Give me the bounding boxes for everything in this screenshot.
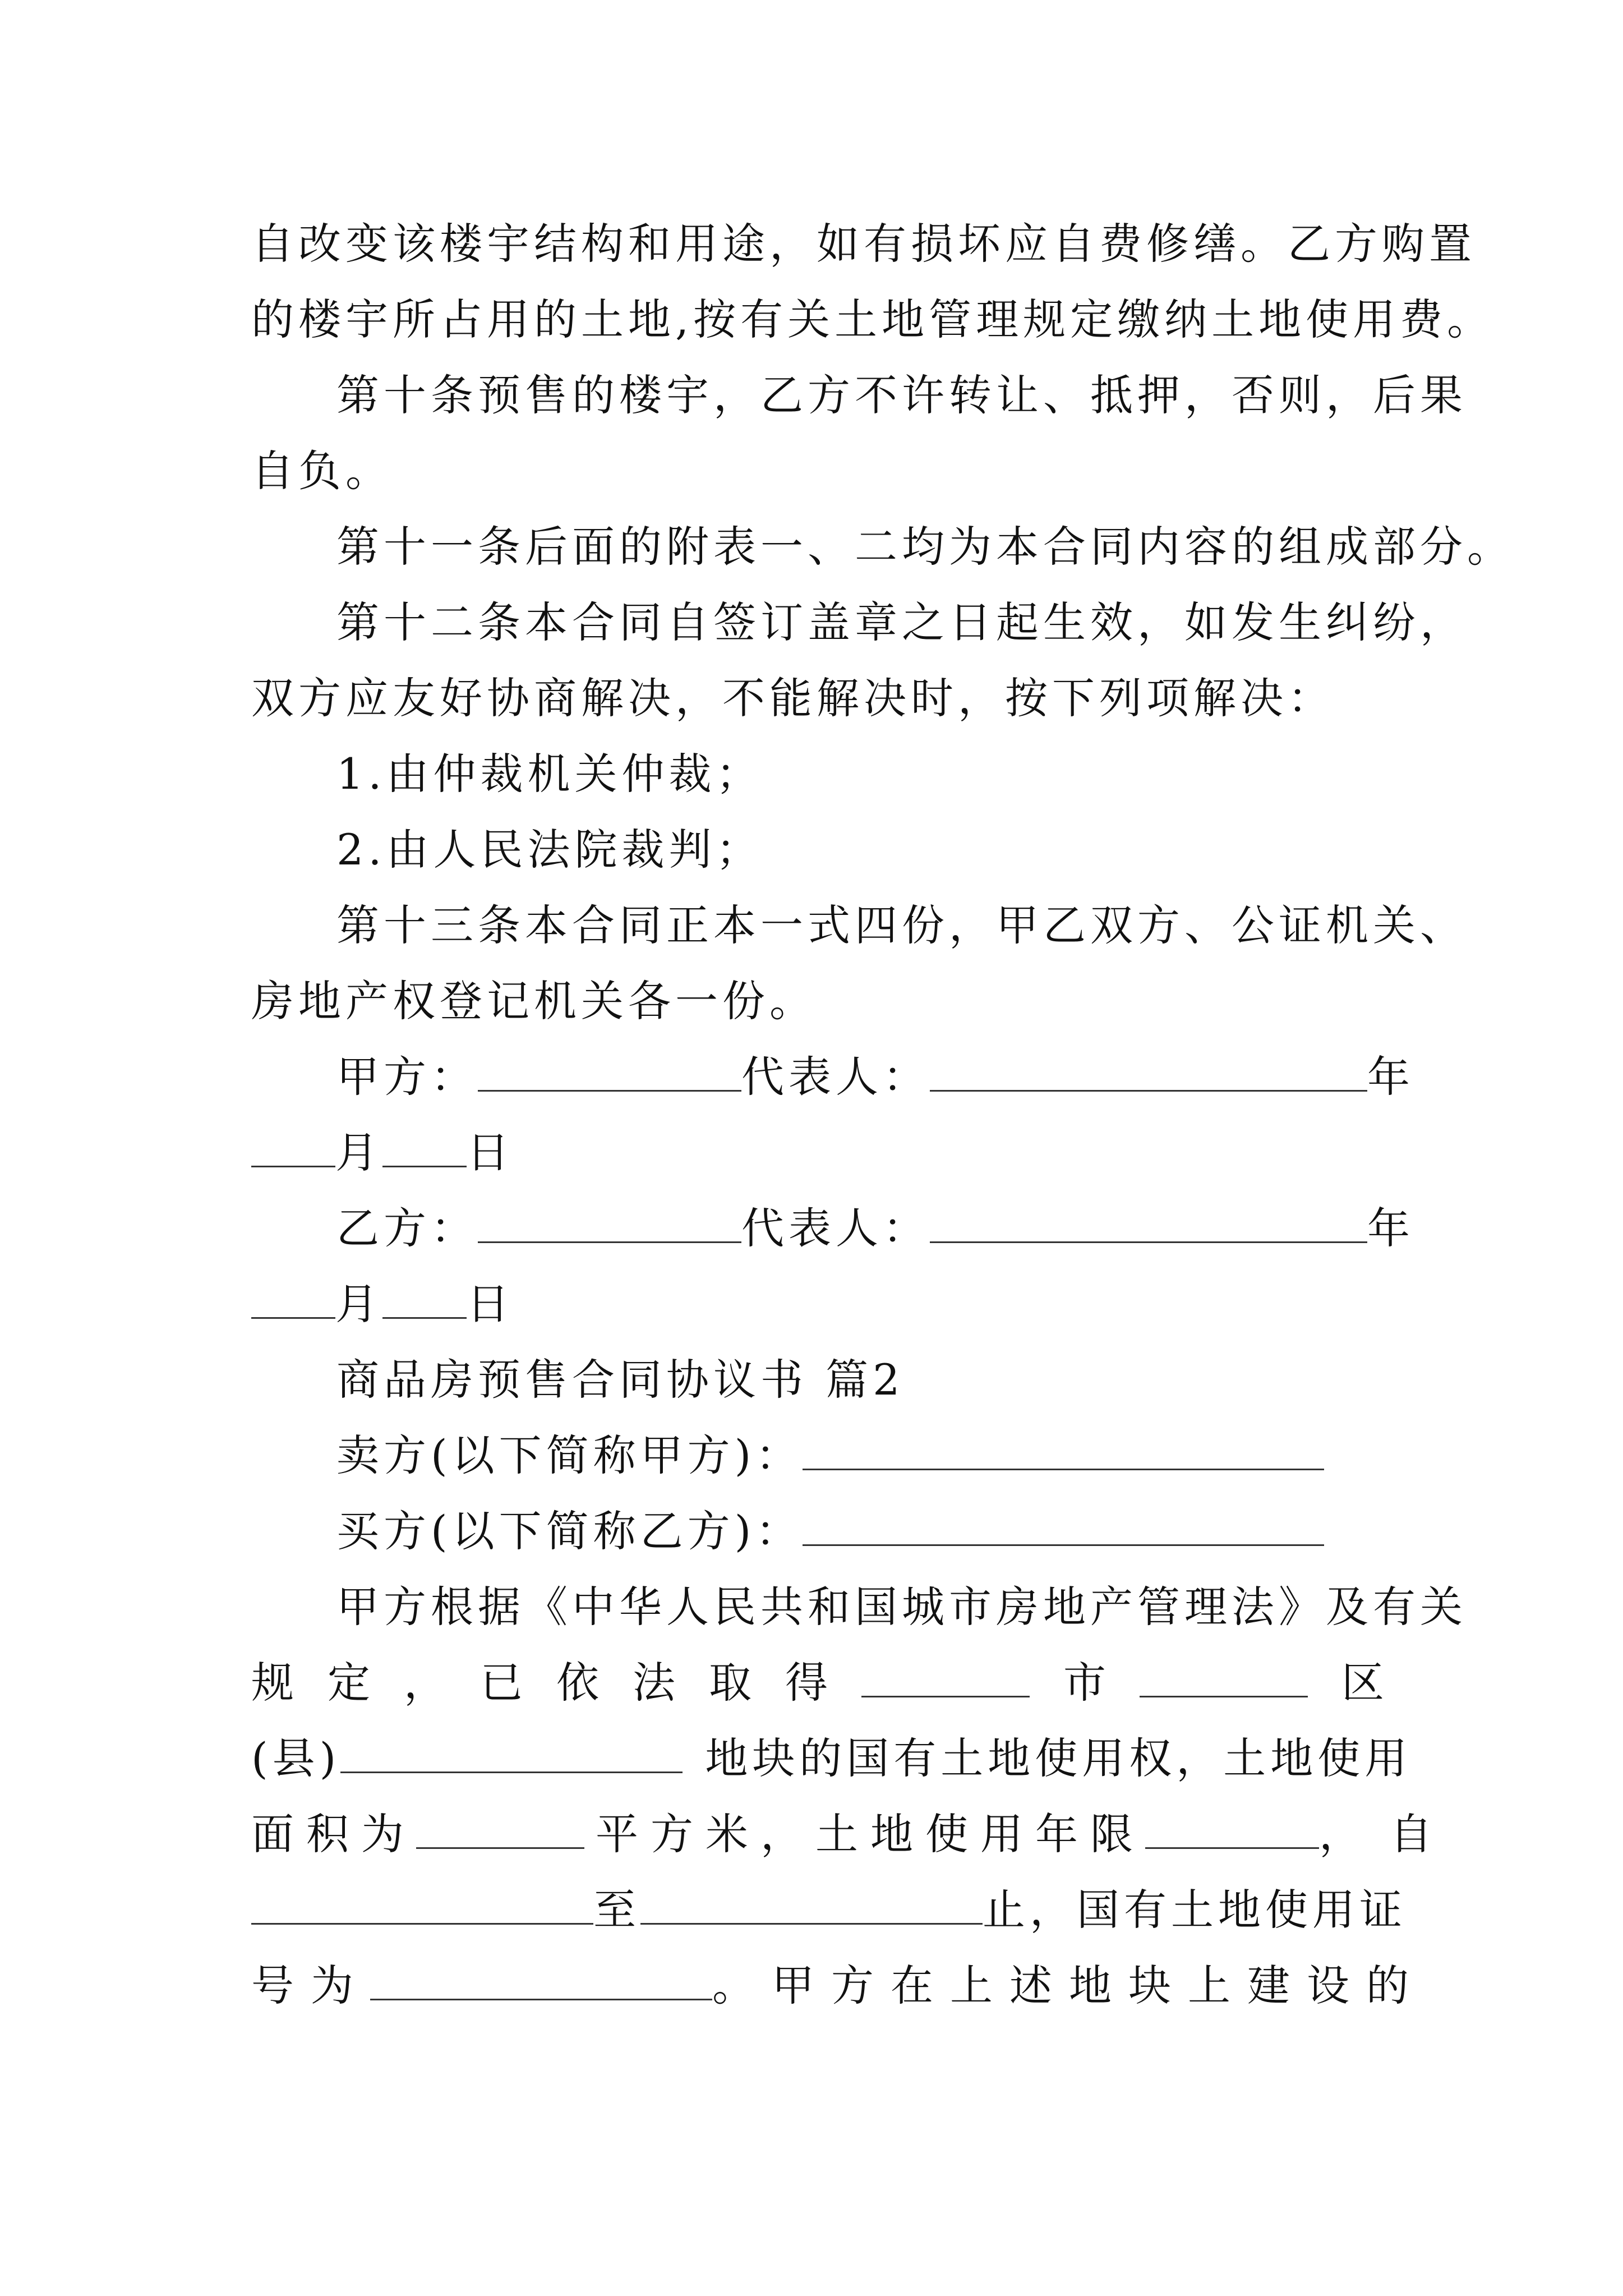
buyer-blank[interactable]: [803, 1504, 1324, 1546]
signature-row-a: [336, 1049, 1414, 1105]
term-blank[interactable]: [1145, 1807, 1319, 1849]
rep-b-blank[interactable]: [930, 1201, 1367, 1243]
buyer-label: 买方(以下简称乙方)：: [336, 1506, 803, 1556]
rep-a-blank[interactable]: [930, 1050, 1367, 1092]
date-row-b: [251, 1276, 1384, 1332]
text-fragment: 平方米，土地使用年限: [596, 1809, 1145, 1859]
text-line: [251, 1882, 1407, 1938]
day-label: 日: [467, 1128, 514, 1177]
area-blank[interactable]: [416, 1807, 584, 1849]
seller-blank[interactable]: [803, 1428, 1324, 1470]
rep-a-label: 代表人：: [741, 1052, 930, 1102]
end-date-blank[interactable]: [640, 1883, 983, 1925]
text-fragment: 。甲方在上述地块上建设的: [712, 1961, 1426, 2010]
section-title: 商品房预售合同协议书 篇2: [336, 1355, 905, 1405]
day-label: 日: [467, 1279, 514, 1329]
list-item: 1.由仲裁机关仲裁；: [336, 749, 763, 799]
month-label: 月: [335, 1128, 382, 1177]
char: 法: [633, 1658, 675, 1708]
month-blank[interactable]: [251, 1125, 335, 1167]
char: 规: [251, 1658, 294, 1708]
article-10: 第十条预售的楼宇，乙方不许转让、抵押，否则，后果: [336, 370, 1467, 420]
char: 得: [785, 1658, 828, 1708]
seller-label: 卖方(以下简称甲方)：: [336, 1430, 803, 1480]
county-blank[interactable]: [340, 1731, 683, 1773]
text-line: 自改变该楼宇结构和用途，如有损坏应自费修缮。乙方购置: [251, 219, 1476, 269]
article-13: 第十三条本合同正本一式四份，甲乙双方、公证机关、: [336, 900, 1467, 950]
text-fragment: 至: [593, 1885, 640, 1935]
start-date-blank[interactable]: [251, 1883, 593, 1925]
district-blank[interactable]: [1140, 1655, 1308, 1697]
county-label: (县): [251, 1733, 341, 1783]
city-label: 市: [1063, 1658, 1106, 1708]
article-11: 第十一条后面的附表一、二均为本合同内容的组成部分。: [336, 522, 1514, 572]
text-line: 的楼宇所占用的土地,按有关土地管理规定缴纳土地使用费。: [251, 295, 1495, 344]
rep-b-label: 代表人：: [741, 1203, 930, 1253]
text-line: [251, 1958, 1426, 2014]
char: 定: [328, 1658, 370, 1708]
month-label: 月: [335, 1279, 382, 1329]
char: 取: [709, 1658, 751, 1708]
party-b-label: 乙方：: [336, 1203, 478, 1253]
year-label: 年: [1367, 1203, 1414, 1253]
day-blank[interactable]: [382, 1125, 467, 1167]
party-a-label: 甲方：: [336, 1052, 478, 1102]
text-line: [251, 1731, 1412, 1787]
article-12: 第十二条本合同自签订盖章之日起生效，如发生纠纷，: [336, 597, 1467, 647]
text-line: 甲方根据《中华人民共和国城市房地产管理法》及有关: [336, 1582, 1467, 1632]
day-blank[interactable]: [382, 1277, 467, 1319]
char: 已: [480, 1658, 523, 1708]
text-line: [251, 1806, 1460, 1862]
party-b-blank[interactable]: [478, 1201, 741, 1243]
signature-row-b: [336, 1200, 1414, 1257]
party-a-blank[interactable]: [478, 1050, 741, 1092]
text-fragment: ，自: [1319, 1809, 1460, 1859]
city-blank[interactable]: [861, 1655, 1030, 1697]
text-line: 房地产权登记机关各一份。: [251, 976, 817, 1026]
date-row-a: [251, 1125, 1384, 1181]
char: ，: [404, 1658, 446, 1708]
month-blank[interactable]: [251, 1277, 335, 1319]
certificate-blank[interactable]: [370, 1958, 712, 2000]
text-fragment: 止，国有土地使用证: [983, 1885, 1407, 1935]
text-fragment: 地块的国有土地使用权，土地使用: [705, 1733, 1412, 1783]
year-label: 年: [1367, 1052, 1414, 1102]
text-line: 自负。: [251, 446, 393, 496]
list-item: 2.由人民法院裁判；: [336, 825, 763, 875]
text-line: 双方应友好协商解决，不能解决时，按下列项解决：: [251, 673, 1335, 723]
text-fragment: 面积为: [251, 1809, 416, 1859]
text-fragment: 号为: [251, 1961, 370, 2010]
char: 依: [556, 1658, 599, 1708]
text-line-justified: [251, 1655, 1384, 1711]
district-label: 区: [1341, 1658, 1384, 1708]
buyer-row: [336, 1503, 1384, 1559]
seller-row: [336, 1428, 1384, 1484]
